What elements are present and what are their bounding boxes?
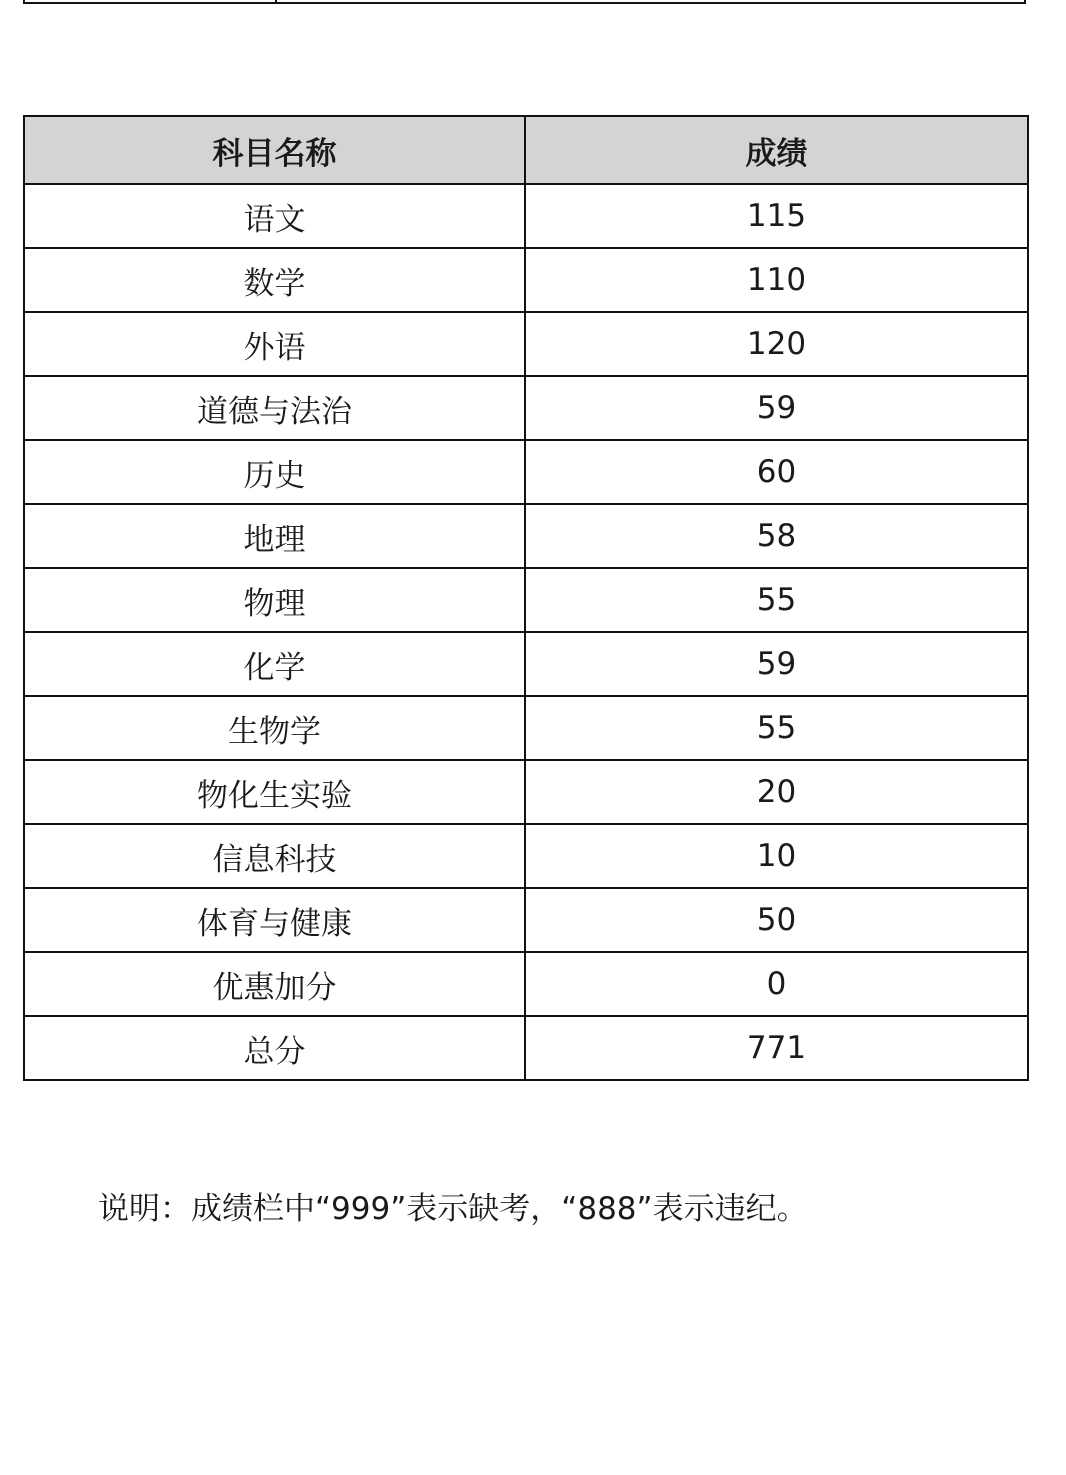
table-row: [24, 312, 1028, 376]
table-row: [24, 376, 1028, 440]
score-cell: 59: [525, 376, 1028, 440]
score-cell: 58: [525, 504, 1028, 568]
score-cell: 10: [525, 824, 1028, 888]
subject-cell: 道德与法治: [24, 376, 525, 440]
table-row: [24, 888, 1028, 952]
explanation-note: 说明：成绩栏中“999”表示缺考，“888”表示违纪。: [98, 1191, 808, 1227]
score-cell: 115: [525, 184, 1028, 248]
subject-cell: 数学: [24, 248, 525, 312]
score-table: [23, 115, 1029, 1081]
subject-cell: 语文: [24, 184, 525, 248]
table-row: [24, 184, 1028, 248]
table-row: [24, 568, 1028, 632]
score-cell: 110: [525, 248, 1028, 312]
table-row: [24, 760, 1028, 824]
table-row: [24, 248, 1028, 312]
subject-cell: 信息科技: [24, 824, 525, 888]
subject-cell: 优惠加分: [24, 952, 525, 1016]
score-cell: 60: [525, 440, 1028, 504]
subject-cell: 历史: [24, 440, 525, 504]
score-cell: 771: [525, 1016, 1028, 1080]
subject-cell: 体育与健康: [24, 888, 525, 952]
subject-cell: 地理: [24, 504, 525, 568]
score-cell: 50: [525, 888, 1028, 952]
subject-cell: 总分: [24, 1016, 525, 1080]
table-row: [24, 440, 1028, 504]
table-row: [24, 632, 1028, 696]
table-row: [24, 824, 1028, 888]
subject-cell: 化学: [24, 632, 525, 696]
table-header-row: [24, 116, 1028, 184]
previous-table-divider: [275, 0, 277, 2]
subject-cell: 生物学: [24, 696, 525, 760]
score-cell: 120: [525, 312, 1028, 376]
table-row: [24, 952, 1028, 1016]
score-table-body: [24, 184, 1028, 1080]
table-row: [24, 1016, 1028, 1080]
score-cell: 55: [525, 568, 1028, 632]
header-subject: 科目名称: [24, 116, 525, 184]
subject-cell: 物理: [24, 568, 525, 632]
score-cell: 55: [525, 696, 1028, 760]
score-cell: 20: [525, 760, 1028, 824]
score-cell: 59: [525, 632, 1028, 696]
table-row: [24, 504, 1028, 568]
subject-cell: 外语: [24, 312, 525, 376]
previous-table-fragment: [23, 0, 1026, 4]
score-cell: 0: [525, 952, 1028, 1016]
subject-cell: 物化生实验: [24, 760, 525, 824]
table-row: [24, 696, 1028, 760]
header-score: 成绩: [525, 116, 1028, 184]
